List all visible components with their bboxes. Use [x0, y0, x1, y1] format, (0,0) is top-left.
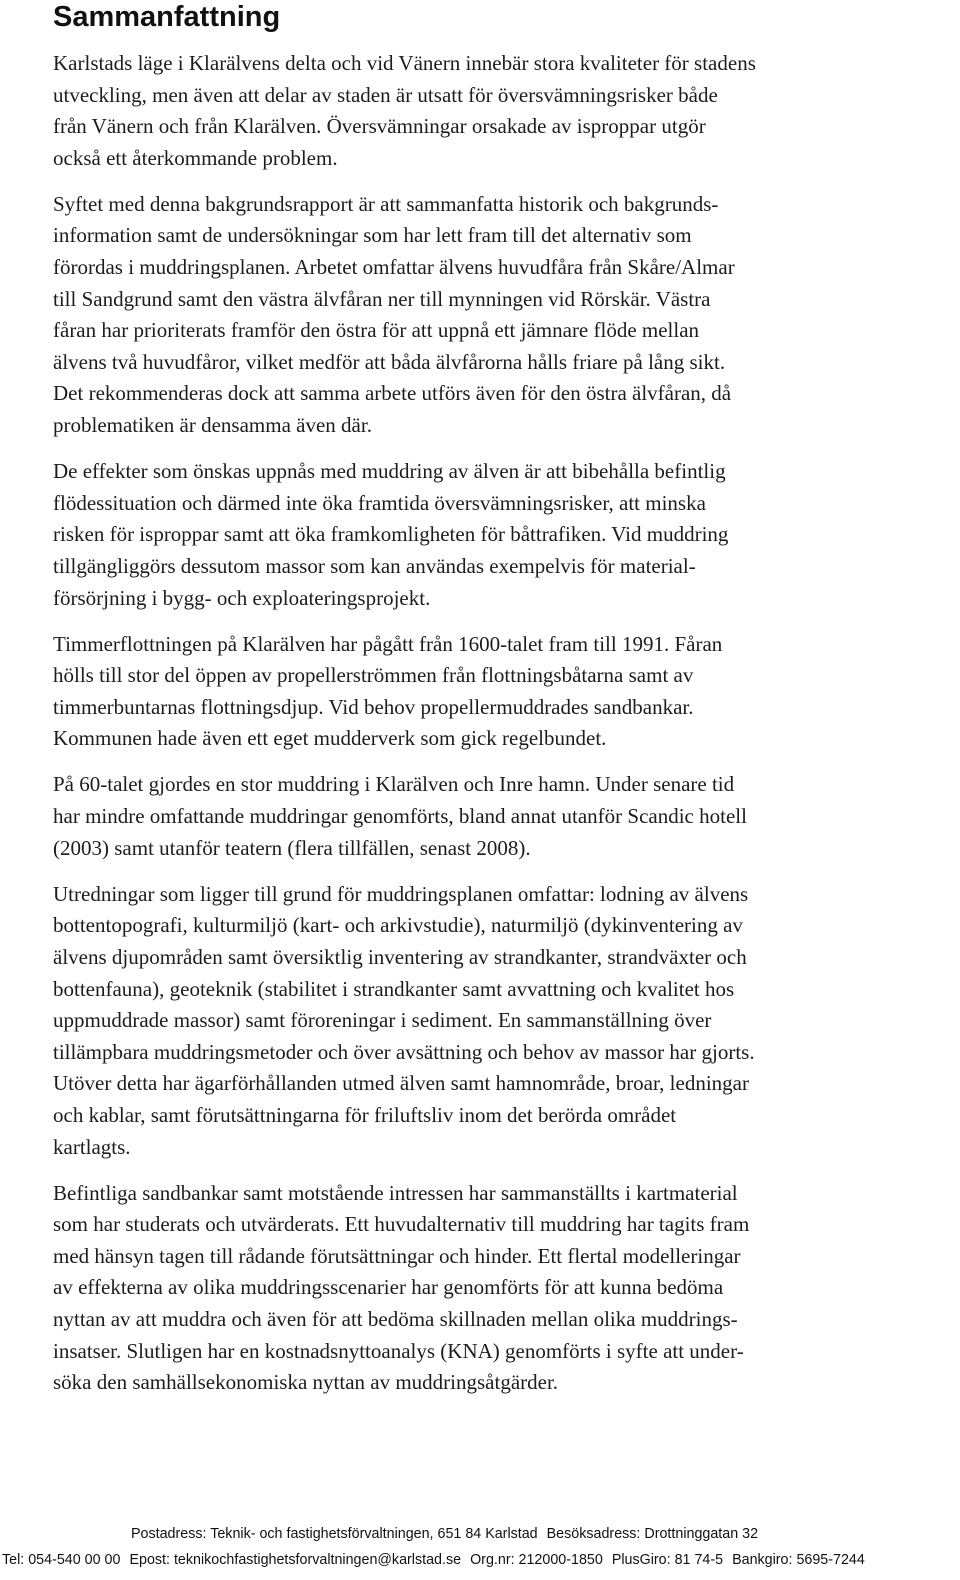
footer-phone: Tel: 054-540 00 00 — [2, 1552, 121, 1568]
text-line: bottenfauna), geoteknik (stabilitet i strandkanter samt avvattning och kvalitet hos — [53, 976, 735, 1001]
text-line: förordas i muddringsplanen. Arbetet omfattar älvens huvudfåra från Skåre/Almar — [53, 255, 735, 280]
text-line: tillämpbara muddringsmetoder och över avsättning och behov av massor har gjorts. — [53, 1039, 755, 1064]
text-line: av effekterna av olika muddringsscenarier har genomförts för att kunna bedöma — [53, 1275, 724, 1300]
text-line: insatser. Slutligen har en kostnadsnyttoanalys (KNA) genomförts i syfte att under- — [53, 1338, 744, 1363]
page-title: Sammanfattning — [53, 1, 281, 33]
text-line: Det rekommenderas dock att samma arbete utförs även för den östra älvfåran, då — [53, 381, 732, 406]
body-text — [53, 48, 895, 1413]
paragraph — [53, 1178, 895, 1399]
text-line: De effekter som önskas uppnås med muddring av älven är att bibehålla befintlig — [53, 459, 726, 484]
text-line: På 60-talet gjordes en stor muddring i Klarälven och Inre hamn. Under senare tid — [53, 772, 735, 797]
footer-address-line — [0, 1521, 960, 1547]
text-line: nyttan av att muddra och även för att bedöma skillnaden mellan olika muddrings- — [53, 1306, 738, 1331]
text-line: fåran har prioriterats framför den östra för att uppnå ett jämnare flöde mellan — [53, 318, 700, 343]
text-line: utveckling, men även att delar av staden är utsatt för översvämningsrisker både — [53, 82, 718, 107]
footer-email: Epost: teknikochfastighetsforvaltningen@karlstad.se — [129, 1552, 462, 1568]
footer-plusgiro: PlusGiro: 81 74-5 — [611, 1552, 724, 1568]
text-line: Utredningar som ligger till grund för muddringsplanen omfattar: lodning av älvens — [53, 881, 749, 906]
paragraph — [53, 629, 895, 755]
text-line: Timmerflottningen på Klarälven har pågått från 1600-talet fram till 1991. Fåran — [53, 631, 723, 656]
text-line: uppmuddrade massor) samt föroreningar i sediment. En sammanställning över — [53, 1008, 712, 1033]
text-line: (2003) samt utanför teatern (flera tillfällen, senast 2008). — [53, 835, 531, 860]
footer-bankgiro: Bankgiro: 5695-7244 — [732, 1552, 865, 1568]
paragraph — [53, 48, 895, 174]
text-line: Befintliga sandbankar samt motstående intressen har sammanställts i kartmaterial — [53, 1180, 738, 1205]
text-line: kartlagts. — [53, 1134, 131, 1159]
text-line: från Vänern och från Klarälven. Översvämningar orsakade av isproppar utgör — [53, 114, 706, 139]
text-line: och kablar, samt förutsättningarna för friluftsliv inom det berörda området — [53, 1102, 677, 1127]
text-line: hölls till stor del öppen av propellerströmmen från flottningsbåtarna samt av — [53, 663, 694, 688]
text-line: bottentopografi, kulturmiljö (kart- och arkivstudie), naturmiljö (dykinventering av — [53, 913, 743, 938]
text-line: också ett återkommande problem. — [53, 145, 338, 170]
page-footer — [0, 1521, 960, 1573]
paragraph — [53, 189, 895, 442]
text-line: information samt de undersökningar som har lett fram till det alternativ som — [53, 223, 692, 248]
footer-contact-line — [0, 1547, 960, 1573]
footer-visiting-address: Besöksadress: Drottninggatan 32 — [546, 1526, 759, 1542]
text-line: timmerbuntarnas flottningsdjup. Vid behov propellermuddrades sandbankar. — [53, 694, 694, 719]
text-line: flödessituation och därmed inte öka framtida översvämningsrisker, att minska — [53, 490, 706, 515]
text-line: Karlstads läge i Klarälvens delta och vid Vänern innebär stora kvaliteter för stadens — [53, 51, 756, 75]
footer-org-nr: Org.nr: 212000-1850 — [470, 1552, 603, 1568]
text-line: Syftet med denna bakgrundsrapport är att sammanfatta historik och bakgrunds- — [53, 191, 719, 216]
paragraph — [53, 879, 895, 1163]
text-line: älvens djupområden samt översiktlig inventering av strandkanter, strandväxter och — [53, 944, 747, 969]
text-line: älvens två huvudfåror, vilket medför att båda älvfårorna hålls friare på lång sikt. — [53, 349, 726, 374]
text-line: som har studerats och utvärderats. Ett huvudalternativ till muddring har tagits fram — [53, 1212, 750, 1237]
text-line: försörjning i bygg- och exploateringsprojekt. — [53, 585, 431, 610]
text-line: till Sandgrund samt den västra älvfåran ner till mynningen vid Rörskär. Västra — [53, 286, 711, 311]
text-line: tillgängliggörs dessutom massor som kan användas exempelvis för material- — [53, 553, 696, 578]
paragraph — [53, 456, 895, 614]
text-line: Kommunen hade även ett eget mudderverk som gick regelbundet. — [53, 726, 607, 751]
text-line: söka den samhällsekonomiska nyttan av muddringsåtgärder. — [53, 1370, 559, 1395]
text-line: har mindre omfattande muddringar genomförts, bland annat utanför Scandic hotell — [53, 804, 747, 829]
text-line: med hänsyn tagen till rådande förutsättningar och hinder. Ett flertal modelleringar — [53, 1243, 741, 1268]
paragraph — [53, 769, 895, 864]
text-line: risken för isproppar samt att öka framkomligheten för båttrafiken. Vid muddring — [53, 522, 729, 547]
footer-postal-address: Postadress: Teknik- och fastighetsförvaltningen, 651 84 Karlstad — [131, 1526, 538, 1542]
text-line: problematiken är densamma även där. — [53, 413, 372, 438]
text-line: Utöver detta har ägarförhållanden utmed älven samt hamnområde, broar, ledningar — [53, 1071, 749, 1096]
